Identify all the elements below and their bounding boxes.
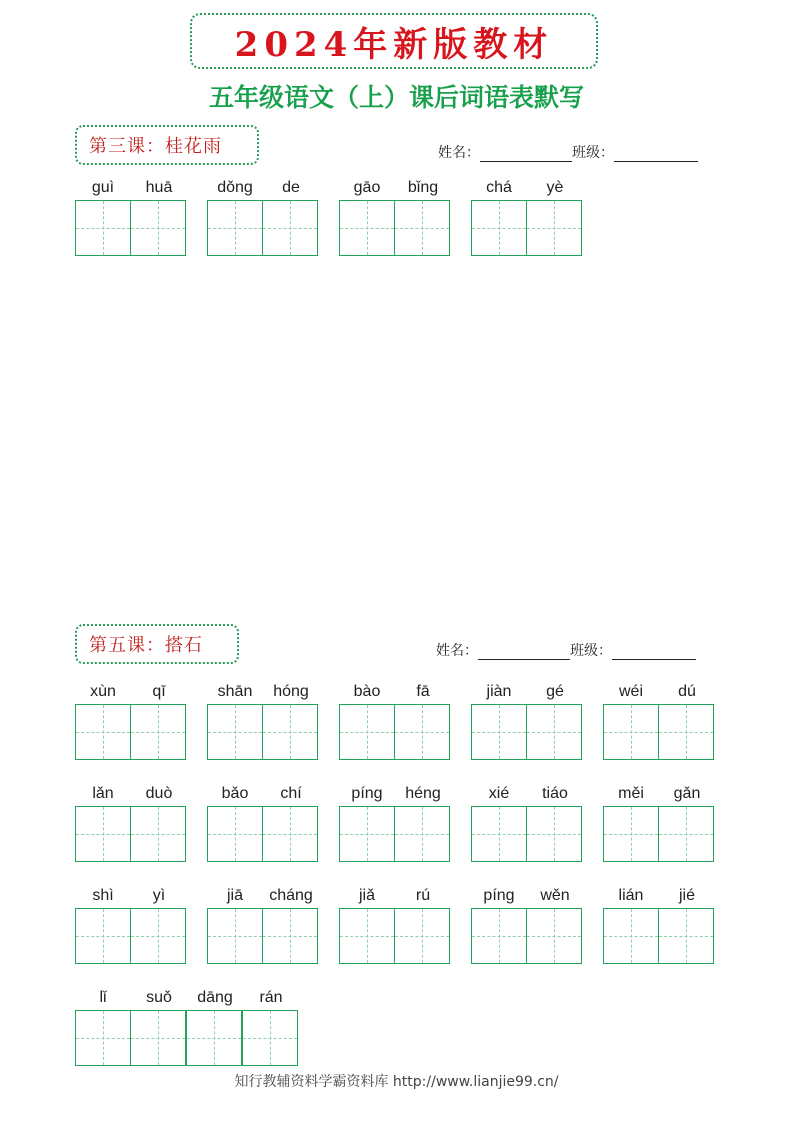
pinyin-label: tiáo [542,785,568,802]
pinyin-label: duò [145,785,173,802]
char-cell [471,884,527,964]
tianzige-box[interactable] [75,806,131,862]
lesson-title-box-5 [75,624,239,664]
pinyin-label: fā [416,683,430,700]
student-info [438,142,698,162]
tianzige-box[interactable] [339,806,395,862]
pinyin-label: lián [618,887,644,904]
tianzige-box[interactable] [658,704,714,760]
pinyin-label: rú [415,887,431,904]
char-cell [471,680,527,760]
char-cell [263,680,319,760]
tianzige-box[interactable] [130,806,186,862]
pinyin-label: gé [546,683,564,700]
pinyin-label: bào [353,683,381,700]
tianzige-box[interactable] [394,806,450,862]
tianzige-box[interactable] [471,806,527,862]
pinyin-label: cháng [269,887,313,904]
tianzige-box[interactable] [394,704,450,760]
word-cell-group [339,884,451,964]
pinyin-label: lǎn [92,785,114,802]
char-cell [207,884,263,964]
word-cell-group [471,782,583,862]
pinyin-label: xùn [90,683,116,700]
word-cell-group [603,782,715,862]
title-box [190,13,598,69]
pinyin-label: dǒng [217,179,253,196]
char-cell [527,680,583,760]
pinyin-label: suǒ [146,989,172,1006]
tianzige-box[interactable] [471,704,527,760]
tianzige-box[interactable] [75,1010,131,1066]
pinyin-label: shān [217,683,253,700]
char-cell [207,782,263,862]
page-subtitle: 五年级语文（上）课后词语表默写 [208,83,584,112]
char-cell [395,782,451,862]
class-blank[interactable] [614,147,698,162]
char-cell [339,884,395,964]
tianzige-box[interactable] [658,806,714,862]
lesson-title-box-3 [75,125,259,165]
tianzige-box[interactable] [526,908,582,964]
word-cell-group [75,986,299,1066]
pinyin-label: gāo [353,179,381,196]
tianzige-box[interactable] [207,200,263,256]
word-cell-group [339,176,451,256]
pinyin-label: chí [280,785,302,802]
char-cell [263,782,319,862]
char-cell [263,884,319,964]
char-cell [75,782,131,862]
tianzige-box[interactable] [262,908,318,964]
char-cell [131,680,187,760]
tianzige-box[interactable] [207,704,263,760]
pinyin-label: lǐ [99,989,107,1006]
word-cell-group [207,884,319,964]
tianzige-box[interactable] [339,704,395,760]
char-cell [339,680,395,760]
tianzige-box[interactable] [526,806,582,862]
pinyin-label: bǎo [221,785,249,802]
char-cell [471,782,527,862]
pinyin-label: chá [486,179,512,196]
tianzige-box[interactable] [207,908,263,964]
char-cell [131,176,187,256]
tianzige-box[interactable] [658,908,714,964]
char-cell [207,680,263,760]
word-cell-group [75,680,187,760]
tianzige-box[interactable] [394,908,450,964]
char-cell [659,680,715,760]
word-cell-group [207,176,319,256]
pinyin-label: gǎn [673,785,701,802]
tianzige-box[interactable] [603,806,659,862]
char-cell [131,782,187,862]
lesson-title: 第五课：搭石 [89,635,203,656]
pinyin-label: rán [259,989,283,1006]
word-cell-group [207,680,319,760]
pinyin-label: jiàn [486,683,512,700]
tianzige-box[interactable] [471,200,527,256]
char-cell [339,782,395,862]
pinyin-label: dú [678,683,696,700]
word-cell-group [471,680,583,760]
tianzige-box[interactable] [471,908,527,964]
tianzige-box[interactable] [186,1010,242,1066]
pinyin-label: píng [351,785,383,802]
word-cell-group [75,884,187,964]
name-label: 姓名： [436,643,478,659]
tianzige-box[interactable] [262,200,318,256]
tianzige-box[interactable] [130,200,186,256]
word-cell-group [339,782,451,862]
tianzige-box[interactable] [262,806,318,862]
pinyin-label: héng [405,785,441,802]
name-label: 姓名： [438,145,480,161]
class-blank[interactable] [612,645,696,660]
char-cell [75,986,131,1066]
word-cell-group [471,176,583,256]
word-cell-group [339,680,451,760]
char-cell [395,176,451,256]
footer-text: 知行教辅资料学霸资料库 http://www.lianjie99.cn/ [234,1074,559,1090]
pinyin-label: bǐng [407,179,439,196]
char-cell [339,176,395,256]
word-cell-group [603,680,715,760]
pinyin-label: hóng [273,683,309,700]
pinyin-label: shì [92,887,114,904]
pinyin-label: guì [91,179,115,196]
tianzige-box[interactable] [339,908,395,964]
page-title: 2024年新版教材 [234,24,554,65]
char-cell [659,884,715,964]
char-cell [75,176,131,256]
pinyin-label: píng [483,887,515,904]
char-cell [603,884,659,964]
word-cell-group [207,782,319,862]
word-cell-group [471,884,583,964]
pinyin-label: yè [546,179,564,196]
pinyin-label: de [282,179,300,196]
char-cell [659,782,715,862]
tianzige-box[interactable] [526,200,582,256]
pinyin-label: wěn [540,887,570,904]
tianzige-box[interactable] [130,908,186,964]
tianzige-box[interactable] [75,200,131,256]
pinyin-label: qī [152,683,166,700]
pinyin-label: wéi [618,683,643,700]
char-cell [207,176,263,256]
char-cell [395,884,451,964]
class-label: 班级： [572,145,614,161]
tianzige-box[interactable] [262,704,318,760]
pinyin-label: jiā [226,887,243,904]
tianzige-box[interactable] [75,908,131,964]
tianzige-box[interactable] [207,806,263,862]
pinyin-label: dāng [197,989,233,1006]
pinyin-label: yì [152,887,166,904]
char-cell [603,782,659,862]
char-cell [527,176,583,256]
name-blank[interactable] [480,147,572,162]
pinyin-label: jié [678,887,695,904]
tianzige-box[interactable] [394,200,450,256]
pinyin-label: huā [145,179,173,196]
tianzige-box[interactable] [339,200,395,256]
char-cell [75,680,131,760]
tianzige-box[interactable] [603,704,659,760]
word-cell-group [603,884,715,964]
char-cell [527,782,583,862]
student-info [436,640,696,660]
tianzige-box[interactable] [603,908,659,964]
char-cell [263,176,319,256]
char-cell [187,986,243,1066]
tianzige-box[interactable] [75,704,131,760]
char-cell [395,680,451,760]
char-cell [131,884,187,964]
pinyin-label: xié [488,785,510,802]
pinyin-label: jiǎ [358,887,375,904]
char-cell [131,986,187,1066]
char-cell [603,680,659,760]
lesson-title: 第三课：桂花雨 [89,136,222,157]
name-blank[interactable] [478,645,570,660]
char-cell [75,884,131,964]
tianzige-box[interactable] [242,1010,298,1066]
word-cell-group [75,782,187,862]
char-cell [471,176,527,256]
tianzige-box[interactable] [130,704,186,760]
tianzige-box[interactable] [130,1010,186,1066]
tianzige-box[interactable] [526,704,582,760]
pinyin-label: měi [618,785,644,802]
char-cell [243,986,299,1066]
word-cell-group [75,176,187,256]
char-cell [527,884,583,964]
class-label: 班级： [570,643,612,659]
